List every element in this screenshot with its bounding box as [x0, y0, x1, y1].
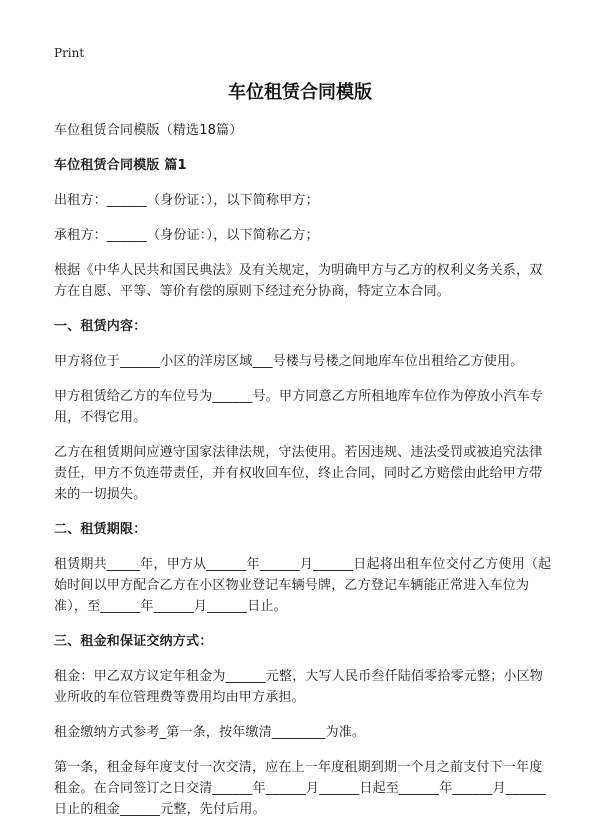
- paragraph-article-one: 第一条，租金每年度支付一次交清，应在上一年度租期到期一个月之前支付下一年度租金。在合同签订之日交清______年______月______日起至______年______月______日止的租金______元整，先付后用。: [54, 760, 547, 817]
- heading-rent-payment: 三、租金和保证交纳方式：: [54, 634, 213, 649]
- section-title: 车位租赁合同模版 篇1: [54, 158, 187, 173]
- document-title: 车位租赁合同模版: [228, 82, 372, 103]
- paragraph-compliance: 乙方在租赁期间应遵守国家法律法规，守法使用。若因违规、违法受罚或被追究法律责任，甲方不负连带责任，并有权收回车位，终止合同，同时乙方赔偿由此给甲方带来的一切损失。: [54, 445, 543, 502]
- heading-rental-content: 一、租赁内容：: [54, 319, 147, 334]
- paragraph-lessee: 承租方：______（身份证：），以下简称乙方；: [54, 228, 319, 243]
- paragraph-period: 租赁期共_____年，甲方从______年______月______日起将出租车位交付乙方使用（起始时间以甲方配合乙方在小区物业登记车辆号牌，乙方登记车辆能正常进入车位为准），至______年______月______日止。: [54, 557, 552, 614]
- print-link[interactable]: Print: [54, 46, 85, 60]
- paragraph-payment-method: 租金缴纳方式参考_第一条，按年缴清________为准。: [54, 725, 366, 740]
- paragraph-intro: 根据《中华人民共和国民典法》及有关规定，为明确甲方与乙方的权利义务关系，双方在自愿、平等、等价有偿的原则下经过充分协商，特定立本合同。: [54, 263, 543, 299]
- heading-rental-period: 二、租赁期限：: [54, 522, 147, 537]
- paragraph-space-number: 甲方租赁给乙方的车位号为______号。甲方同意乙方所租地库车位作为停放小汽车专用，不得它用。: [54, 389, 544, 425]
- paragraph-rent: 租金：甲乙双方议定年租金为______元整，大写人民币叁仟陆佰零拾零元整；小区物业所收的车位管理费等费用均由甲方承担。: [54, 669, 544, 705]
- paragraph-location: 甲方将位于______小区的洋房区域___号楼与号楼之间地库车位出租给乙方使用。: [54, 354, 524, 369]
- document-body: [54, 120, 554, 834]
- document-subtitle: 车位租赁合同模版（精选18篇）: [54, 123, 243, 138]
- paragraph-lessor: 出租方：______（身份证：），以下简称甲方；: [54, 193, 319, 208]
